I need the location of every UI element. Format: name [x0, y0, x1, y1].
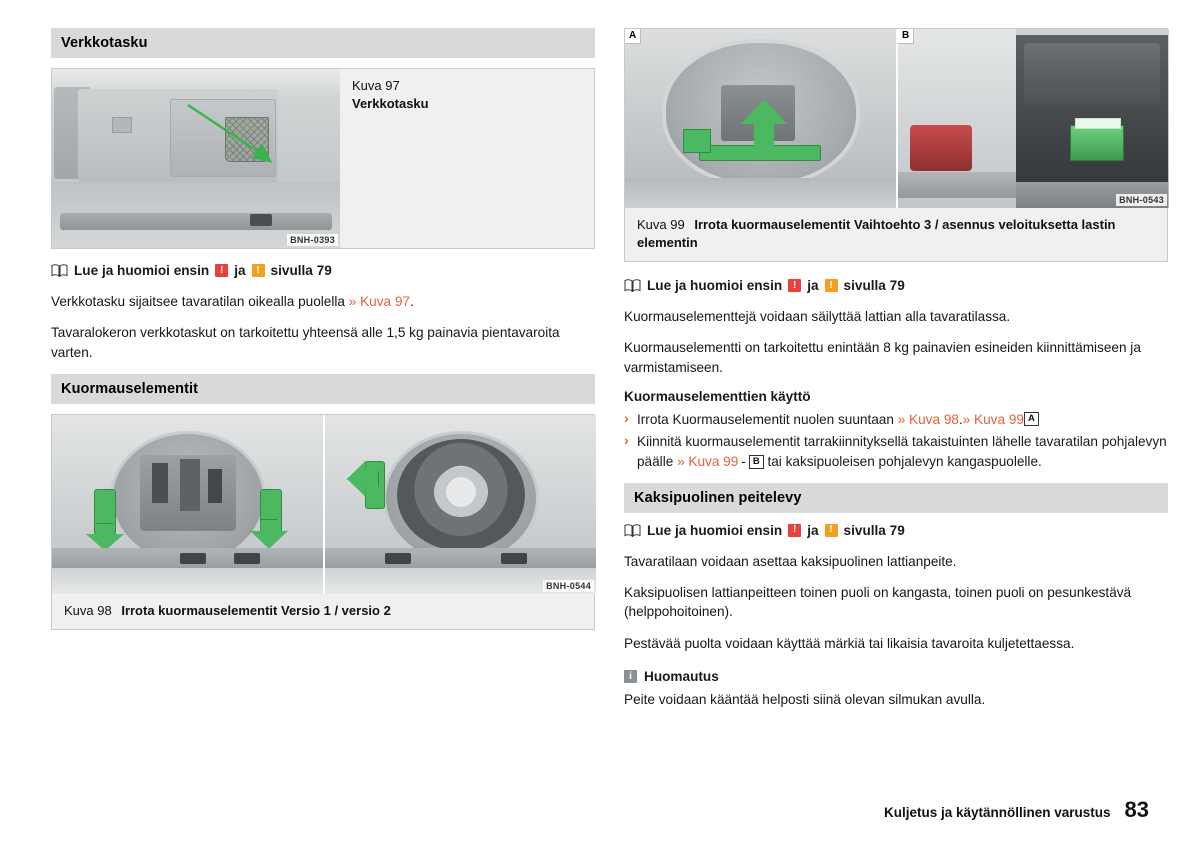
tool-kit	[140, 455, 236, 531]
figure-97-caption	[340, 69, 439, 248]
step1-text-a: Irrota Kuormauselementit nuolen suuntaan	[637, 411, 898, 427]
para1-text-a: Verkkotasku sijaitsee tavaratilan oikealla puolella	[51, 294, 349, 309]
boot-sill-strip	[325, 548, 596, 568]
paragraph-netpocket-location	[51, 292, 595, 311]
book-icon	[51, 264, 68, 277]
tail-light	[910, 125, 972, 171]
figure-99	[624, 28, 1168, 262]
step2-dash: -	[741, 453, 746, 469]
tool-item	[152, 463, 168, 503]
figure-99-caption-text: Irrota kuormauselementit Vaihtoehto 3 / asennus veloituksetta lastin elementin	[637, 217, 1116, 250]
figure-99-caption-label: Kuva 99	[637, 217, 685, 232]
floor-clip	[180, 553, 206, 564]
paragraph-cover-sides: Kaksipuolisen lattianpeitteen toinen puoli on kangasta, toinen puoli on pesunkestävä (helppohoitoinen).	[624, 585, 1132, 620]
step1-mid: .	[958, 411, 963, 427]
figure-98-caption	[52, 594, 594, 630]
rear-seat-back	[1024, 43, 1160, 105]
paragraph-cover-washable: Pestävää puolta voidaan käyttää märkiä tai likaisia tavaroita kuljetettaessa.	[624, 635, 1075, 651]
info-badge: i	[624, 670, 637, 683]
subheading-usage: Kuormauselementtien käyttö	[624, 388, 811, 404]
figure-98	[51, 414, 595, 631]
step2-text-b: tai kaksipuoleisen pohjalevyn kangaspuolelle.	[763, 453, 1042, 469]
read-first-suffix: sivulla 79	[270, 263, 332, 278]
step2-text-a: Kiinnitä kuormauselementit tarrakiinnityksellä takaistuinten lähelle tavaratilan pohjalevyn päälle	[637, 434, 1167, 469]
loading-element-installed	[1070, 125, 1124, 161]
loading-element-block	[683, 129, 711, 153]
reference-tag-b: B	[749, 455, 764, 469]
link-kuva-97[interactable]: » Kuva 97	[348, 294, 410, 309]
figure-98-caption-text: Irrota kuormauselementit Versio 1 / versio 2	[121, 602, 391, 618]
boot-floor-strip	[52, 568, 323, 594]
tool-item	[208, 469, 222, 503]
figure-97-caption-line1: Kuva 97	[352, 78, 400, 93]
footer-page-number: 83	[1124, 797, 1149, 822]
warning-badge: !	[788, 524, 801, 537]
paragraph-storage: Kuormauselementtejä voidaan säilyttää lattian alla tavaratilassa.	[624, 309, 1011, 325]
figure-97-caption-line2: Verkkotasku	[352, 95, 429, 111]
footer-chapter-title: Kuljetus ja käytännöllinen varustus	[883, 805, 1111, 820]
read-first-prefix: Lue ja huomioi ensin	[647, 522, 783, 538]
figure-98-version-2	[323, 415, 596, 594]
figure-99-image	[625, 29, 1169, 208]
boot-floor	[625, 178, 896, 208]
read-first-prefix: Lue ja huomioi ensin	[647, 278, 783, 294]
read-first-middle: ja	[234, 263, 246, 278]
figure-97	[51, 68, 595, 249]
link-kuva-98[interactable]: » Kuva 98	[897, 411, 959, 427]
paragraph-netpocket-weight: Tavaralokeron verkkotaskut on tarkoitettu yhteensä alle 1,5 kg painavia pientavaroita varten.	[51, 325, 560, 360]
figure-98-version-1	[52, 415, 323, 594]
tool-item	[180, 459, 200, 511]
reference-tag-a: A	[1024, 412, 1039, 426]
book-icon	[624, 279, 641, 292]
paragraph-cover-intro: Tavaratilaan voidaan asettaa kaksipuolinen lattianpeite.	[624, 553, 957, 569]
pointer-arrow-icon	[182, 99, 292, 169]
read-first-middle: ja	[807, 278, 819, 294]
section-header-kuormauselementit: Kuormauselementit	[51, 374, 595, 404]
figure-98-code: BNH-0544	[543, 580, 594, 592]
usage-steps-list	[624, 410, 1168, 471]
figure-99-panel-a	[625, 29, 896, 208]
read-first-suffix: sivulla 79	[843, 278, 905, 294]
paragraph-note-loop: Peite voidaan kääntää helposti siinä olevan silmukan avulla.	[624, 692, 986, 708]
boot-lock	[250, 214, 272, 226]
floor-clip	[501, 553, 527, 564]
floor-clip	[385, 553, 411, 564]
caution-badge: !	[825, 279, 838, 292]
link-kuva-99-b[interactable]: » Kuva 99	[677, 453, 739, 469]
loading-element-strip	[699, 145, 821, 161]
figure-99-panel-b	[896, 29, 1169, 208]
read-first-middle: ja	[807, 522, 819, 538]
wheel-hub	[434, 467, 488, 517]
left-column	[51, 28, 595, 630]
right-column	[624, 28, 1168, 721]
read-first-prefix: Lue ja huomioi ensin	[74, 263, 210, 278]
figure-99-caption	[625, 208, 1167, 261]
read-first-suffix: sivulla 79	[843, 522, 905, 538]
figure-97-code: BNH-0393	[287, 234, 338, 246]
note-heading	[624, 669, 1168, 684]
page-footer	[884, 797, 1149, 823]
figure-99-letter-a: A	[625, 29, 641, 44]
usage-step-1	[624, 410, 1168, 429]
usage-step-2	[624, 432, 1168, 471]
read-first-note-left	[51, 263, 595, 278]
note-heading-label: Huomautus	[644, 669, 719, 685]
floor-clip	[234, 553, 260, 564]
side-recess	[112, 117, 132, 133]
read-first-note-right	[624, 278, 1168, 293]
warning-badge: !	[215, 264, 228, 277]
paragraph-weight-limit: Kuormauselementti on tarkoitettu enintään 8 kg painavien esineiden kiinnittämiseen ja varmistamiseen.	[624, 340, 1141, 375]
figure-99-code: BNH-0543	[1116, 194, 1167, 206]
figure-97-image	[52, 69, 340, 248]
link-kuva-99[interactable]: » Kuva 99	[962, 411, 1024, 427]
section-header-verkkotasku: Verkkotasku	[51, 28, 595, 58]
boot-sill	[60, 213, 332, 230]
figure-99-letter-b: B	[898, 29, 914, 44]
rear-bumper	[898, 172, 1022, 198]
figure-98-caption-label: Kuva 98	[64, 602, 112, 618]
section-header-kaksipuolinen-peitelevy: Kaksipuolinen peitelevy	[624, 483, 1168, 513]
para1-text-b: .	[409, 294, 414, 309]
read-first-note-right-2	[624, 523, 1168, 538]
book-icon	[624, 524, 641, 537]
caution-badge: !	[252, 264, 265, 277]
figure-98-image	[52, 415, 596, 594]
warning-badge: !	[788, 279, 801, 292]
caution-badge: !	[825, 524, 838, 537]
